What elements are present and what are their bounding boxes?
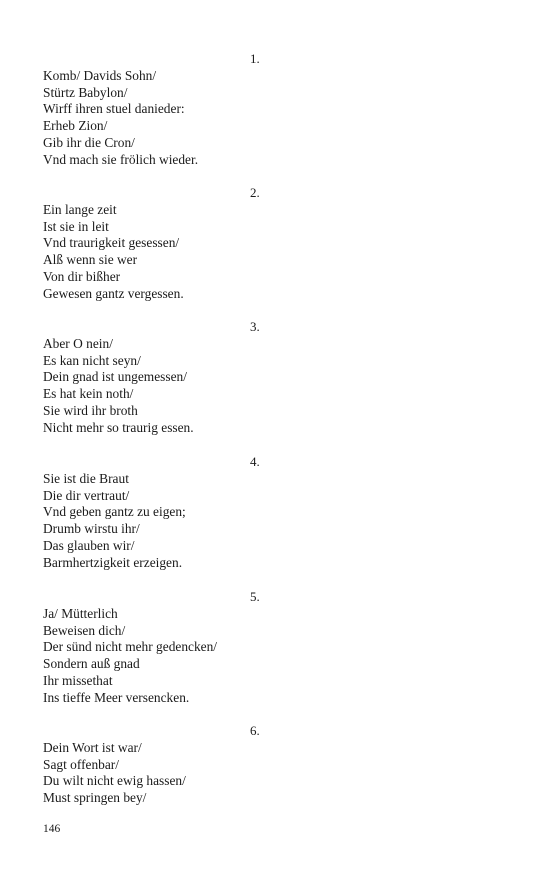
stanza-lines — [43, 336, 194, 437]
verse-line: Sondern auß gnad — [43, 656, 140, 672]
verse-line: Ihr missethat — [43, 672, 113, 688]
verse-line: Gewesen gantz vergessen. — [43, 285, 184, 301]
verse-line: Wirff ihren stuel danieder: — [43, 101, 185, 117]
verse-line: Ins tieffe Meer versencken. — [43, 689, 190, 705]
verse-line: Vnd mach sie frölich wieder. — [43, 151, 199, 167]
verse-line: Must springen bey/ — [43, 790, 147, 806]
verse-line: Es hat kein noth/ — [43, 386, 134, 402]
stanza-number: 6. — [250, 723, 260, 738]
verse-line: Aber O nein/ — [43, 335, 113, 351]
verse-line: Drumb wirstu ihr/ — [43, 521, 140, 537]
verse-line: Die dir vertraut/ — [43, 487, 130, 503]
verse-line: Nicht mehr so traurig essen. — [43, 419, 194, 435]
verse-line: Das glauben wir/ — [43, 537, 135, 553]
stanza-number: 4. — [250, 454, 260, 469]
page-number: 146 — [43, 823, 61, 835]
verse-line: Von dir bißher — [43, 268, 121, 284]
verse-line: Es kan nicht seyn/ — [43, 352, 141, 368]
verse-line: Alß wenn sie wer — [43, 252, 138, 268]
verse-line: Gib ihr die Cron/ — [43, 134, 135, 150]
verse-line: Ist sie in leit — [43, 218, 109, 234]
stanza-number: 1. — [250, 51, 260, 66]
verse-line: Beweisen dich/ — [43, 622, 126, 638]
verse-line: Der sünd nicht mehr gedencken/ — [43, 639, 218, 655]
verse-line: Vnd geben gantz zu eigen; — [43, 504, 186, 520]
verse-line: Komb/ Davids Sohn/ — [43, 67, 157, 83]
verse-line: Barmhertzigkeit erzeigen. — [43, 554, 183, 570]
verse-line: Ja/ Mütterlich — [43, 605, 118, 621]
verse-line: Sie ist die Braut — [43, 470, 129, 486]
verse-line: Ein lange zeit — [43, 201, 117, 217]
verse-line: Dein Wort ist war/ — [43, 739, 142, 755]
stanza-lines — [43, 471, 186, 572]
stanza-number: 3. — [250, 319, 260, 334]
verse-line: Dein gnad ist ungemessen/ — [43, 369, 187, 385]
stanza-number: 5. — [250, 589, 260, 604]
stanza-lines — [43, 606, 217, 707]
verse-line: Vnd traurigkeit gesessen/ — [43, 235, 180, 251]
stanza-number: 2. — [250, 185, 260, 200]
stanza-lines — [43, 68, 198, 169]
verse-line: Stürtz Babylon/ — [43, 84, 128, 100]
stanza-lines — [43, 202, 184, 303]
stanza-lines — [43, 740, 186, 807]
verse-line: Sie wird ihr broth — [43, 402, 138, 418]
verse-line: Du wilt nicht ewig hassen/ — [43, 773, 186, 789]
verse-line: Erheb Zion/ — [43, 118, 108, 134]
verse-line: Sagt offenbar/ — [43, 756, 119, 772]
